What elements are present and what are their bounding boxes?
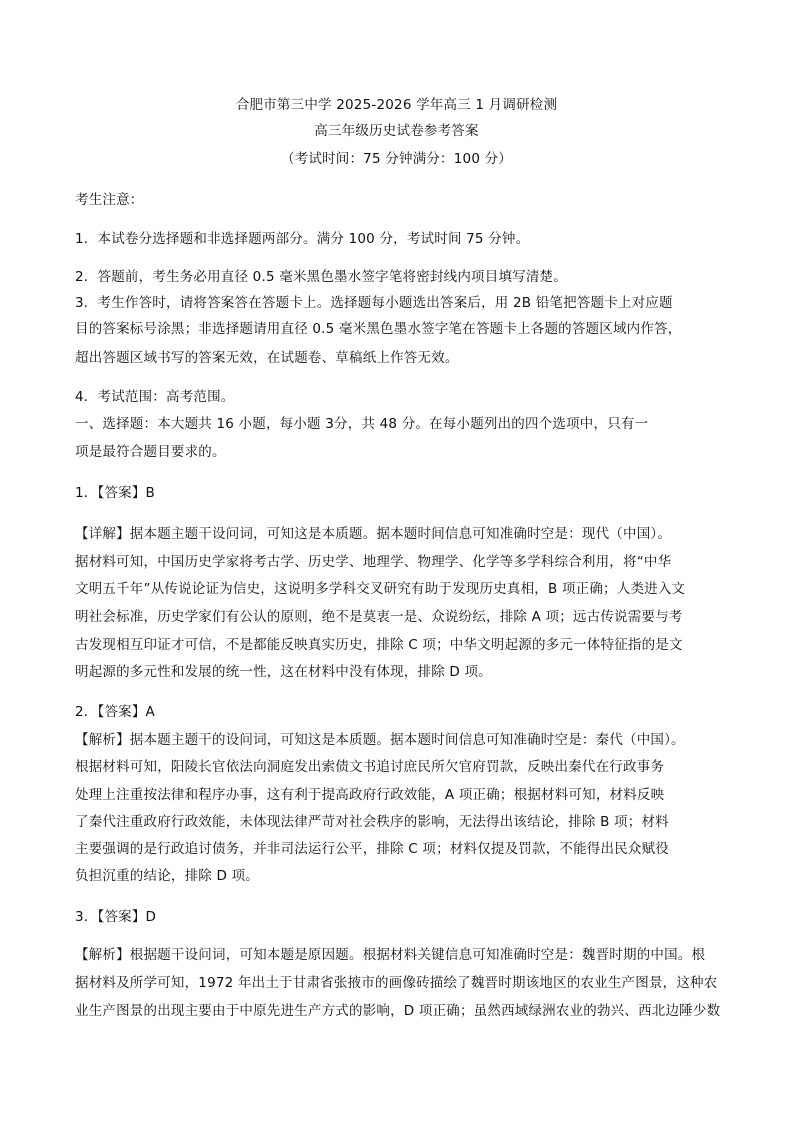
q1-answer: 1．【答案】B xyxy=(75,485,156,501)
q2-explanation-line3: 处理上注重按法律和程序办事，这有利于提高政府行政效能，A 项正确；根据材料可知，材料反映 xyxy=(75,787,665,803)
q1-explanation-line4: 明社会标准，历史学家们有公认的原则，绝不是莫衷一是、众说纷纭，排除 A 项；远古传说需要与考 xyxy=(75,609,683,625)
q3-explanation-line3: 业生产图景的出现主要由于中原先进生产方式的影响，D 项正确；虽然西域绿洲农业的勃兴、西北边陲少数 xyxy=(75,1003,721,1019)
doc-title-line2: 高三年级历史试卷参考答案 xyxy=(314,123,479,139)
q2-explanation-line4: 了秦代注重政府行政效能，未体现法律严苛对社会秩序的影响，无法得出该结论，排除 B 项；材料 xyxy=(75,814,669,830)
q2-answer: 2．【答案】A xyxy=(75,704,155,720)
notice-item-1: 1．本试卷分选择题和非选择题两部分。满分 100 分，考试时间 75 分钟。 xyxy=(75,231,530,247)
q1-explanation-line6: 明起源的多元性和发展的统一性，这在材料中没有体现，排除 D 项。 xyxy=(75,664,492,680)
q1-explanation-line2: 据材料可知，中国历史学家将考古学、历史学、地理学、物理学、化学等多学科综合利用，将“中华 xyxy=(75,554,672,570)
notice-item-4: 4．考试范围：高考范围。 xyxy=(75,389,235,405)
q3-answer: 3．【答案】D xyxy=(75,909,157,925)
q2-explanation-line1: 【解析】据本题主题干的设问词，可知这是本质题。据本题时间信息可知准确时空是：秦代（中国）。 xyxy=(75,732,685,748)
q3-explanation-line1: 【解析】根据题干设问词，可知本题是原因题。根据材料关键信息可知准确时空是：魏晋时期的中国。根 xyxy=(75,947,706,963)
doc-title-line3: （考试时间：75 分钟满分：100 分） xyxy=(280,151,513,167)
notice-item-2: 2．答题前，考生务必用直径 0.5 毫米黑色墨水签字笔将密封线内项目填写清楚。 xyxy=(75,269,567,285)
notice-item-3-line1: 3．考生作答时，请将答案答在答题卡上。选择题每小题选出答案后，用 2B 铅笔把答题卡上对应题 xyxy=(75,295,673,311)
q1-explanation-line1: 【详解】据本题主题干设问词，可知这是本质题。据本题时间信息可知准确时空是：现代（中国）。 xyxy=(75,526,672,542)
q3-explanation-line2: 据材料及所学可知，1972 年出土于甘肃省张掖市的画像砖描绘了魏晋时期该地区的农业生产图景，这种农 xyxy=(75,975,718,991)
section-1-intro-line2: 项是最符合题目要求的。 xyxy=(75,444,226,460)
notice-item-3-line3: 超出答题区域书写的答案无效，在试题卷、草稿纸上作答无效。 xyxy=(75,350,459,366)
q2-explanation-line2: 根据材料可知，阳陵长官依法向洞庭发出索债文书追讨庶民所欠官府罚款，反映出秦代在行政事务 xyxy=(75,759,665,775)
q1-explanation-line5: 古发现相互印证才可信，不是都能反映真实历史，排除 C 项；中华文明起源的多元一体特征指的是文 xyxy=(75,637,683,653)
notice-item-3-line2: 目的答案标号涂黑；非选择题请用直径 0.5 毫米黑色墨水签字笔在答题卡上各题的答题区域内作答， xyxy=(75,321,682,337)
doc-title-line1: 合肥市第三中学 2025-2026 学年高三 1 月调研检测 xyxy=(235,97,558,113)
q2-explanation-line5: 主要强调的是行政追讨债务，并非司法运行公平，排除 C 项；材料仅提及罚款，不能得出民众赋役 xyxy=(75,841,670,857)
q1-explanation-line3: 文明五千年”从传说论证为信史，这说明多学科交叉研究有助于发现历史真相，B 项正确；人类进入文 xyxy=(75,581,686,597)
section-1-intro-line1: 一、选择题：本大题共 16 小题，每小题 3分，共 48 分。在每小题列出的四个选项中，只有一 xyxy=(75,416,649,432)
notice-heading: 考生注意： xyxy=(75,192,144,208)
q2-explanation-line6: 负担沉重的结论，排除 D 项。 xyxy=(75,868,259,884)
